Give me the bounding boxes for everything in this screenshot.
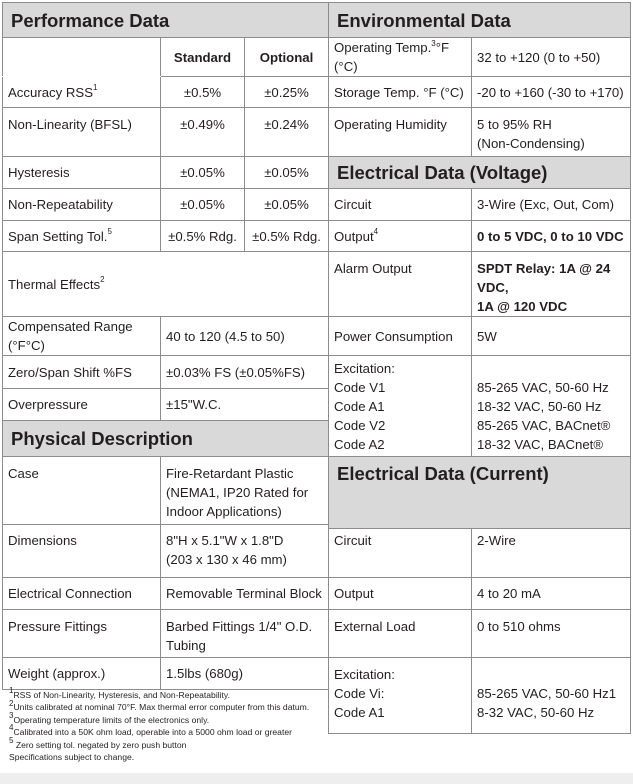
accuracy-optional: ±0.25%: [245, 77, 329, 108]
overpressure-label: Overpressure: [3, 389, 161, 421]
case-value: Fire-Retardant Plastic (NEMA1, IP20 Rated for Indoor Applications): [161, 457, 329, 525]
op-temp-value: 32 to +120 (0 to +50): [472, 38, 631, 77]
alarm-label: Alarm Output: [329, 252, 472, 317]
thermal-label: Thermal Effects$^2$: [3, 252, 329, 317]
zero-span-value: ±0.03% FS (±0.05%FS): [161, 356, 329, 389]
voltage-excitation-values: 85-265 VAC, 50-60 Hz 18-32 VAC, 50-60 Hz 85-265 VAC, BACnet® 18-32 VAC, BACnet®: [472, 356, 631, 457]
col-standard: Standard: [161, 38, 245, 77]
voltage-excitation-codes: Excitation: Code V1 Code A1 Code V2 Code A2: [329, 356, 472, 457]
span-label: Span Setting Tol.$^5$: [3, 221, 161, 252]
weight-label: Weight (approx.): [3, 658, 161, 690]
footnote-2: $^2$Units calibrated at nominal 70°F. Max thermal error computer from this datum.: [9, 698, 310, 713]
footnote-4: $^4$Calibrated into a 50K ohm load, operable into a 5000 ohm load or greater: [9, 723, 292, 738]
environmental-header: Environmental Data: [329, 3, 631, 38]
nonrepeat-optional: ±0.05%: [245, 189, 329, 221]
comp-range-label: Compensated Range (°F°C): [3, 317, 161, 356]
humidity-value: 5 to 95% RH (Non-Condensing): [472, 108, 631, 157]
hysteresis-optional: ±0.05%: [245, 157, 329, 189]
nonlinearity-standard: ±0.49%: [161, 108, 245, 157]
footnote-3: $^3$Operating temperature limits of the electronics only.: [9, 710, 210, 725]
span-standard: ±0.5% Rdg.: [161, 221, 245, 252]
circuit-value: 3-Wire (Exc, Out, Com): [472, 189, 631, 221]
hysteresis-label: Hysteresis: [3, 157, 161, 189]
fittings-label: Pressure Fittings: [3, 610, 161, 658]
hysteresis-standard: ±0.05%: [161, 157, 245, 189]
current-circuit-label: Circuit: [329, 529, 472, 578]
circuit-label: Circuit: [329, 189, 472, 221]
output-value: 0 to 5 VDC, 0 to 10 VDC: [472, 221, 631, 252]
dimensions-value: 8"H x 5.1"W x 1.8"D (203 x 130 x 46 mm): [161, 529, 329, 578]
electrical-conn-value: Removable Terminal Block: [161, 578, 329, 610]
dimensions-label: Dimensions: [3, 529, 161, 578]
op-temp-label: Operating Temp.$^3$°F (°C): [329, 38, 472, 77]
fittings-value: Barbed Fittings 1/4" O.D. Tubing: [161, 610, 329, 658]
spec-table: [2, 2, 631, 734]
zero-span-label: Zero/Span Shift %FS: [3, 356, 161, 389]
performance-header: Performance Data: [3, 3, 329, 38]
current-circuit-value: 2-Wire: [472, 529, 631, 578]
humidity-label: Operating Humidity: [329, 108, 472, 157]
nonrepeat-standard: ±0.05%: [161, 189, 245, 221]
span-optional: ±0.5% Rdg.: [245, 221, 329, 252]
bottom-strip: [0, 773, 633, 784]
col-optional: Optional: [245, 38, 329, 77]
weight-value: 1.5lbs (680g): [161, 658, 329, 690]
accuracy-standard: ±0.5%: [161, 77, 245, 108]
physical-header: Physical Description: [3, 421, 329, 457]
alarm-value: SPDT Relay: 1A @ 24 VDC, 1A @ 120 VDC: [472, 252, 631, 317]
footnote-1: $^1$RSS of Non-Linearity, Hysteresis, and Non-Repeatability.: [9, 686, 230, 700]
load-label: External Load: [329, 610, 472, 658]
power-value: 5W: [472, 317, 631, 356]
nonlinearity-optional: ±0.24%: [245, 108, 329, 157]
current-excitation-codes: Excitation: Code Vi: Code A1: [329, 658, 472, 734]
current-output-label: Output: [329, 578, 472, 610]
storage-label: Storage Temp. °F (°C): [329, 77, 472, 108]
power-label: Power Consumption: [329, 317, 472, 356]
comp-range-value: 40 to 120 (4.5 to 50): [161, 317, 329, 356]
output-label: Output$^4$: [329, 221, 472, 252]
storage-value: -20 to +160 (-30 to +170): [472, 77, 631, 108]
electrical-conn-label: Electrical Connection: [3, 578, 161, 610]
nonlinearity-label: Non-Linearity (BFSL): [3, 108, 161, 157]
electrical-voltage-header: Electrical Data (Voltage): [329, 157, 631, 189]
electrical-current-header: Electrical Data (Current): [329, 457, 631, 529]
current-output-value: 4 to 20 mA: [472, 578, 631, 610]
nonrepeat-label: Non-Repeatability: [3, 189, 161, 221]
accuracy-label: Accuracy RSS$^1$: [3, 77, 161, 108]
case-label: Case: [3, 457, 161, 525]
footnote-5: $^5$ Zero setting tol. negated by zero push button: [9, 735, 187, 750]
load-value: 0 to 510 ohms: [472, 610, 631, 658]
footnote-6: Specifications subject to change.: [9, 752, 135, 763]
footnotes: [9, 686, 609, 763]
overpressure-value: ±15"W.C.: [161, 389, 329, 421]
current-excitation-values: 85-265 VAC, 50-60 Hz1 8-32 VAC, 50-60 Hz: [472, 658, 631, 734]
